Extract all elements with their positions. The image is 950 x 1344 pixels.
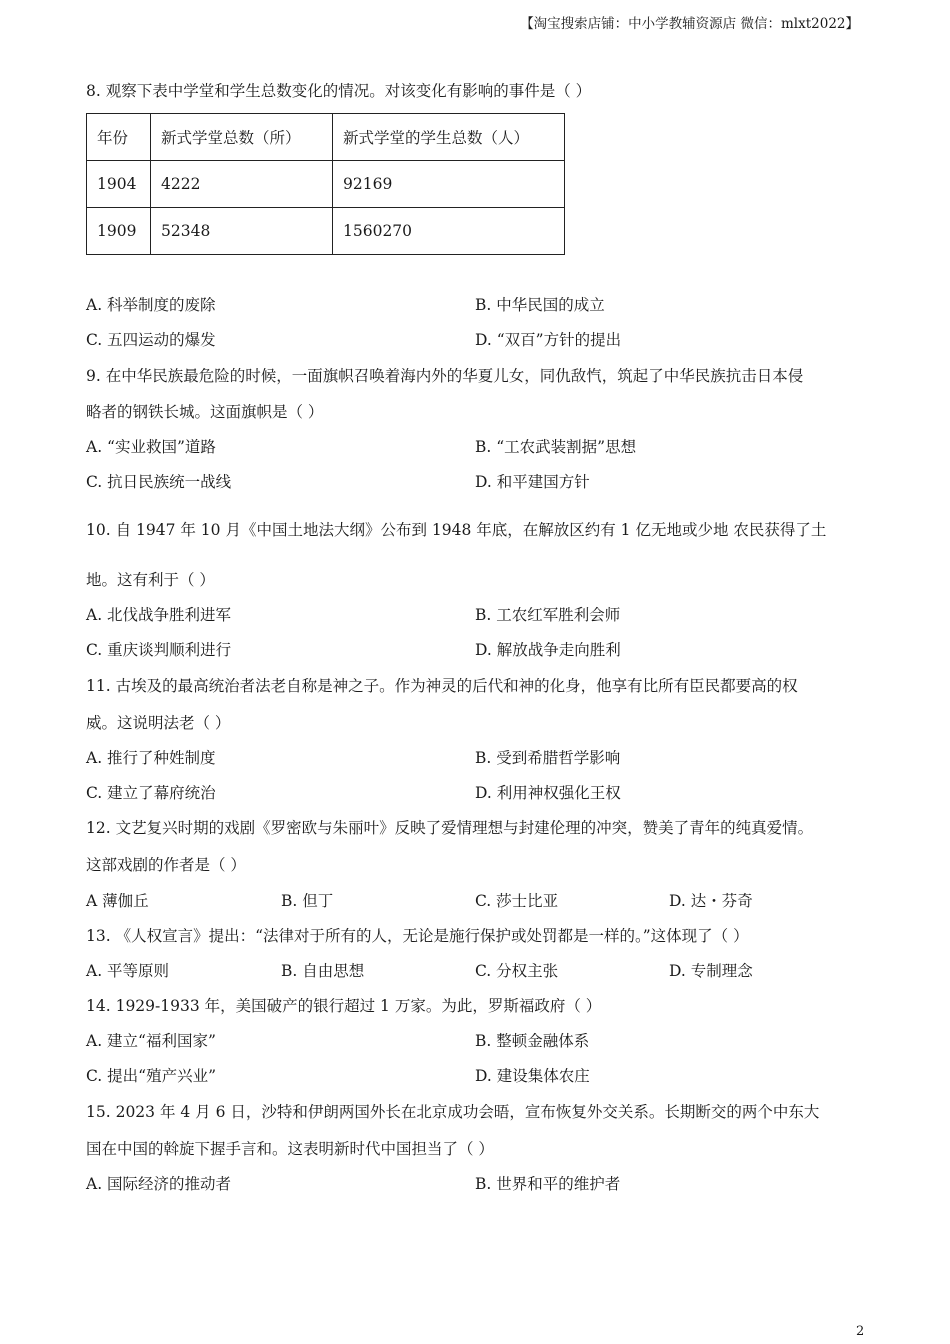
q8-stem: 8. 观察下表中学堂和学生总数变化的情况。对该变化有影响的事件是（ ） <box>86 82 592 100</box>
q14-option-d: D. 建设集体农庄 <box>475 1067 590 1085</box>
q9-option-a: A. “实业救国”道路 <box>86 438 216 456</box>
q13-option-d: D. 专制理念 <box>669 962 753 980</box>
q8-option-b: B. 中华民国的成立 <box>475 296 605 314</box>
table-cell: 1904 <box>87 161 151 208</box>
table-header-cell: 新式学堂的学生总数（人） <box>333 114 565 161</box>
q10-option-c: C. 重庆谈判顺利进行 <box>86 641 232 659</box>
q11-option-c: C. 建立了幕府统治 <box>86 784 216 802</box>
q14-option-c: C. 提出“殖产兴业” <box>86 1067 217 1085</box>
table-cell: 92169 <box>333 161 565 208</box>
q9-option-d: D. 和平建国方针 <box>475 473 590 491</box>
q8-table <box>86 113 565 255</box>
q8-option-c: C. 五四运动的爆发 <box>86 331 216 349</box>
q11-option-b: B. 受到希腊哲学影响 <box>475 749 621 767</box>
q14-option-b: B. 整顿金融体系 <box>475 1032 590 1050</box>
q12-option-d: D. 达・芬奇 <box>669 892 753 910</box>
table-cell: 1909 <box>87 208 151 255</box>
q15-option-b: B. 世界和平的维护者 <box>475 1175 621 1193</box>
q15-stem-line2: 国在中国的斡旋下握手言和。这表明新时代中国担当了（ ） <box>86 1140 494 1158</box>
table-cell: 1560270 <box>333 208 565 255</box>
q15-option-a: A. 国际经济的推动者 <box>86 1175 232 1193</box>
q14-option-a: A. 建立“福利国家” <box>86 1032 216 1050</box>
q10-option-b: B. 工农红军胜利会师 <box>475 606 621 624</box>
table-header-cell: 新式学堂总数（所） <box>151 114 333 161</box>
q11-stem-line1: 11. 古埃及的最高统治者法老自称是神之子。作为神灵的后代和神的化身，他享有比所有臣民都要高的权 <box>86 677 798 695</box>
q13-option-a: A. 平等原则 <box>86 962 170 980</box>
page-header: 【淘宝搜索店铺：中小学教辅资源店 微信：mlxt2022】 <box>520 16 859 32</box>
q12-option-a: A 薄伽丘 <box>86 892 149 910</box>
q13-option-c: C. 分权主张 <box>475 962 559 980</box>
q12-stem-line2: 这部戏剧的作者是（ ） <box>86 856 246 874</box>
q9-option-c: C. 抗日民族统一战线 <box>86 473 232 491</box>
q8-option-a: A. 科举制度的废除 <box>86 296 216 314</box>
q10-option-a: A. 北伐战争胜利进军 <box>86 606 232 624</box>
q10-stem-line2: 地。这有利于（ ） <box>86 571 215 589</box>
q11-option-a: A. 推行了种姓制度 <box>86 749 216 767</box>
q12-stem-line1: 12. 文艺复兴时期的戏剧《罗密欧与朱丽叶》反映了爱情理想与封建伦理的冲突，赞美了青年的纯真爱情。 <box>86 819 814 837</box>
q13-option-b: B. 自由思想 <box>281 962 365 980</box>
table-header-row <box>87 114 565 161</box>
table-cell: 52348 <box>151 208 333 255</box>
table-row <box>87 161 565 208</box>
q11-stem-line2: 威。这说明法老（ ） <box>86 714 231 732</box>
q9-stem-line2: 略者的钢铁长城。这面旗帜是（ ） <box>86 403 324 421</box>
page-number: 2 <box>856 1324 865 1339</box>
q9-stem-line1: 9. 在中华民族最危险的时候，一面旗帜召唤着海内外的华夏儿女，同仇敌忾，筑起了中华民族抗击日本侵 <box>86 367 804 385</box>
q11-option-d: D. 利用神权强化王权 <box>475 784 621 802</box>
table-cell: 4222 <box>151 161 333 208</box>
q13-stem: 13. 《人权宣言》提出：“法律对于所有的人，无论是施行保护或处罚都是一样的。”这体现了（ ） <box>86 927 749 945</box>
q9-option-b: B. “工农武装割据”思想 <box>475 438 637 456</box>
q10-option-d: D. 解放战争走向胜利 <box>475 641 621 659</box>
q10-stem-line1: 10. 自 1947 年 10 月《中国土地法大纲》公布到 1948 年底，在解放区约有 1 亿无地或少地 农民获得了土 <box>86 521 827 539</box>
table-row <box>87 208 565 255</box>
q12-option-b: B. 但丁 <box>281 892 334 910</box>
q14-stem: 14. 1929-1933 年，美国破产的银行超过 1 万家。为此，罗斯福政府（ ） <box>86 997 602 1015</box>
q15-stem-line1: 15. 2023 年 4 月 6 日，沙特和伊朗两国外长在北京成功会晤，宣布恢复外交关系。长期断交的两个中东大 <box>86 1103 820 1121</box>
q8-option-d: D. “双百”方针的提出 <box>475 331 622 349</box>
q12-option-c: C. 莎士比亚 <box>475 892 559 910</box>
table-header-cell: 年份 <box>87 114 151 161</box>
